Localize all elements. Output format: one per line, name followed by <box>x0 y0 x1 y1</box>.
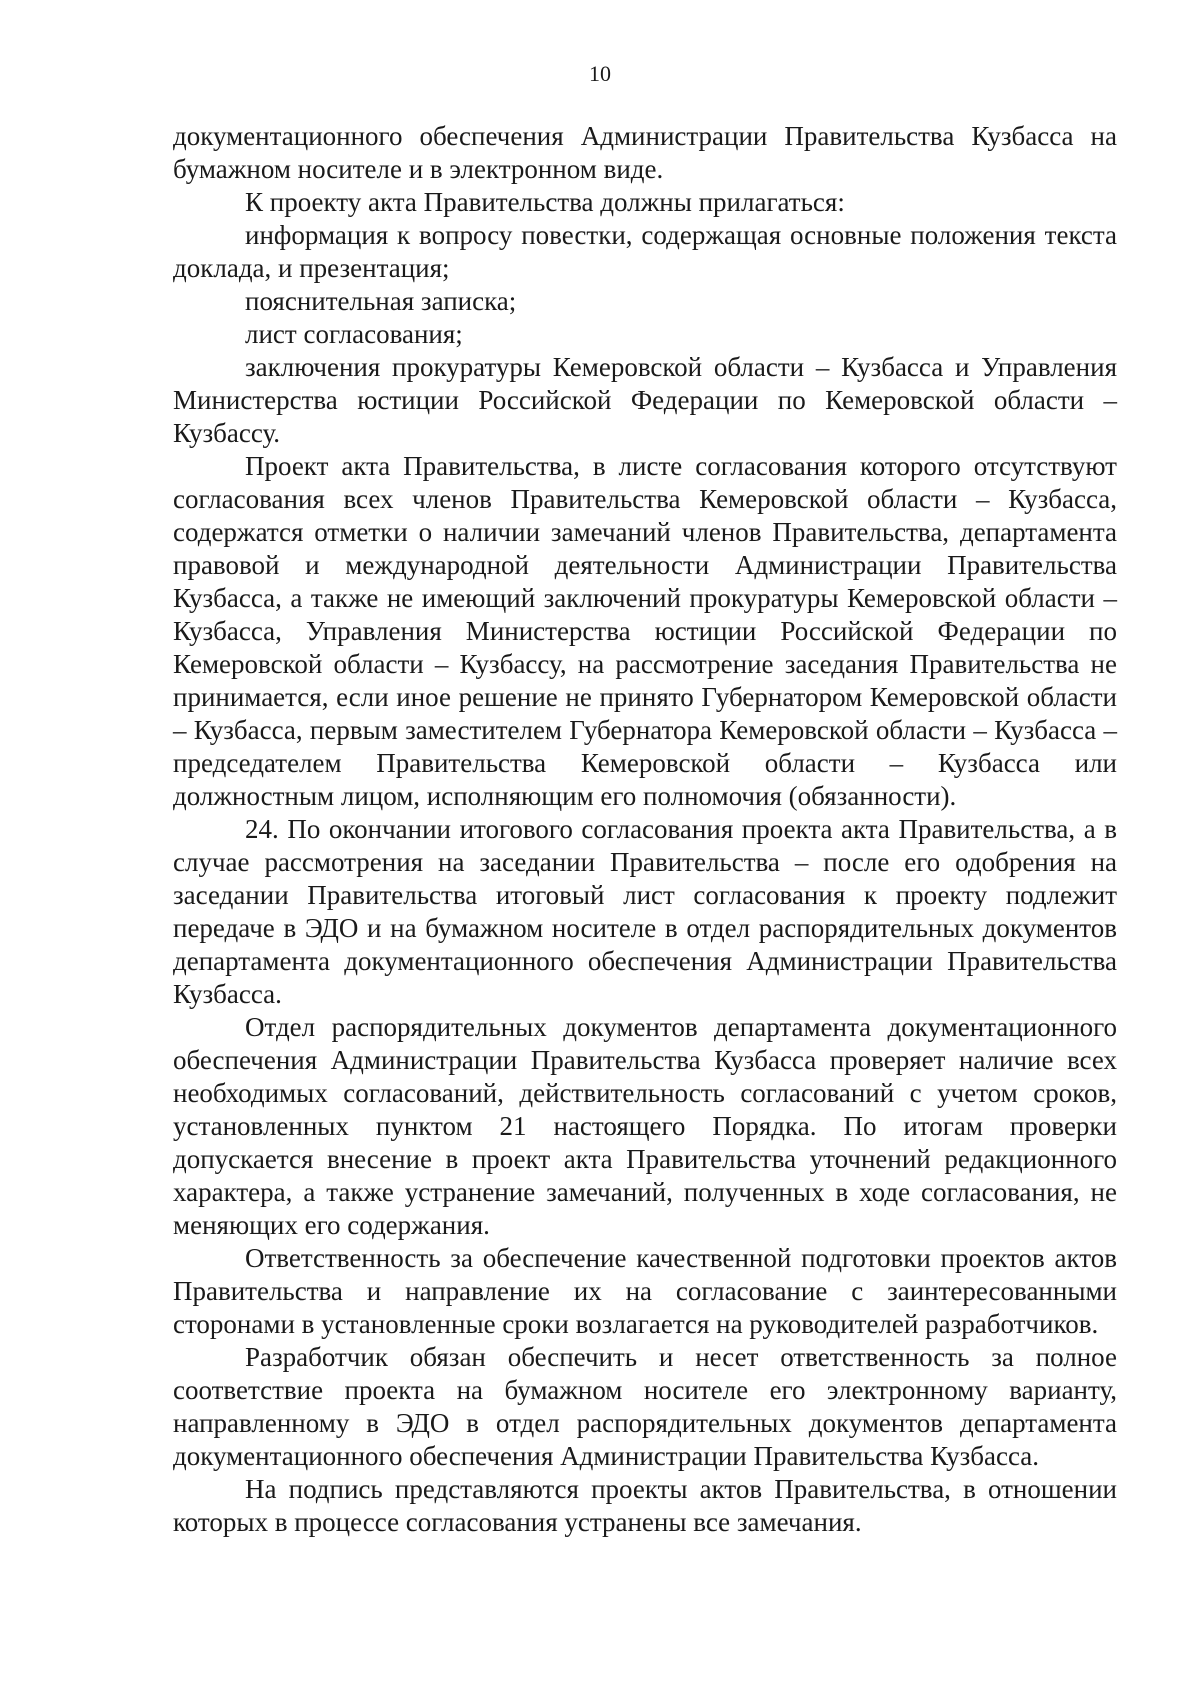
paragraph-responsibility: Ответственность за обеспечение качественной подготовки проектов актов Правительства и направление их на согласование с заинтересованными сторонами в установленные сроки возлагается на руководителей разработчиков. <box>173 1243 1117 1339</box>
page-number: 10 <box>589 61 611 86</box>
document-body <box>173 120 1117 1539</box>
list-item-approval-sheet: лист согласования; <box>245 319 463 349</box>
paragraph-item-24: 24. По окончании итогового согласования проекта акта Правительства, а в случае рассмотрения на заседании Правительства – после его одобрения на заседании Правительства итоговый лист согласования к проекту подлежит передаче в ЭДО и на бумажном носителе в отдел распорядительных документов департамента документационного обеспечения Администрации Правительства Кузбасса. <box>173 814 1117 1009</box>
paragraph-signature: На подпись представляются проекты актов Правительства, в отношении которых в процессе согласования устранены все замечания. <box>173 1474 1117 1537</box>
list-item-agenda-info: информация к вопросу повестки, содержащая основные положения текста доклада, и презентация; <box>173 220 1117 283</box>
paragraph-attachments-intro: К проекту акта Правительства должны прилагаться: <box>245 187 845 217</box>
paragraph-continuation: документационного обеспечения Администрации Правительства Кузбасса на бумажном носителе и в электронном виде. <box>173 121 1117 184</box>
paragraph-developer-obligation: Разработчик обязан обеспечить и несет ответственность за полное соответствие проекта на бумажном носителе его электронному варианту, направленному в ЭДО в отдел распорядительных документов департамента документационного обеспечения Администрации Правительства Кузбасса. <box>173 1342 1117 1471</box>
paragraph-project-rejection: Проект акта Правительства, в листе согласования которого отсутствуют согласования всех членов Правительства Кемеровской области – Кузбасса, содержатся отметки о наличии замечаний членов Правительства, департамента правовой и международной деятельности Администрации Правительства Кузбасса, а также не имеющий заключений прокуратуры Кемеровской области – Кузбасса, Управления Министерства юстиции Российской Федерации по Кемеровской области – Кузбассу, на рассмотрение заседания Правительства не принимается, если иное решение не принято Губернатором Кемеровской области – Кузбасса, первым заместителем Губернатора Кемеровской области – Кузбасса – председателем Правительства Кемеровской области – Кузбасса или должностным лицом, исполняющим его полномочия (обязанности). <box>173 451 1117 811</box>
paragraph-department-check: Отдел распорядительных документов департамента документационного обеспечения Администрации Правительства Кузбасса проверяет наличие всех необходимых согласований, действительность согласований с учетом сроков, установленных пунктом 21 настоящего Порядка. По итогам проверки допускается внесение в проект акта Правительства уточнений редакционного характера, а также устранение замечаний, полученных в ходе согласования, не меняющих его содержания. <box>173 1012 1117 1240</box>
list-item-explanatory-note: пояснительная записка; <box>245 286 517 316</box>
list-item-conclusions: заключения прокуратуры Кемеровской области – Кузбасса и Управления Министерства юстиции Российской Федерации по Кемеровской области – Кузбассу. <box>173 352 1117 448</box>
